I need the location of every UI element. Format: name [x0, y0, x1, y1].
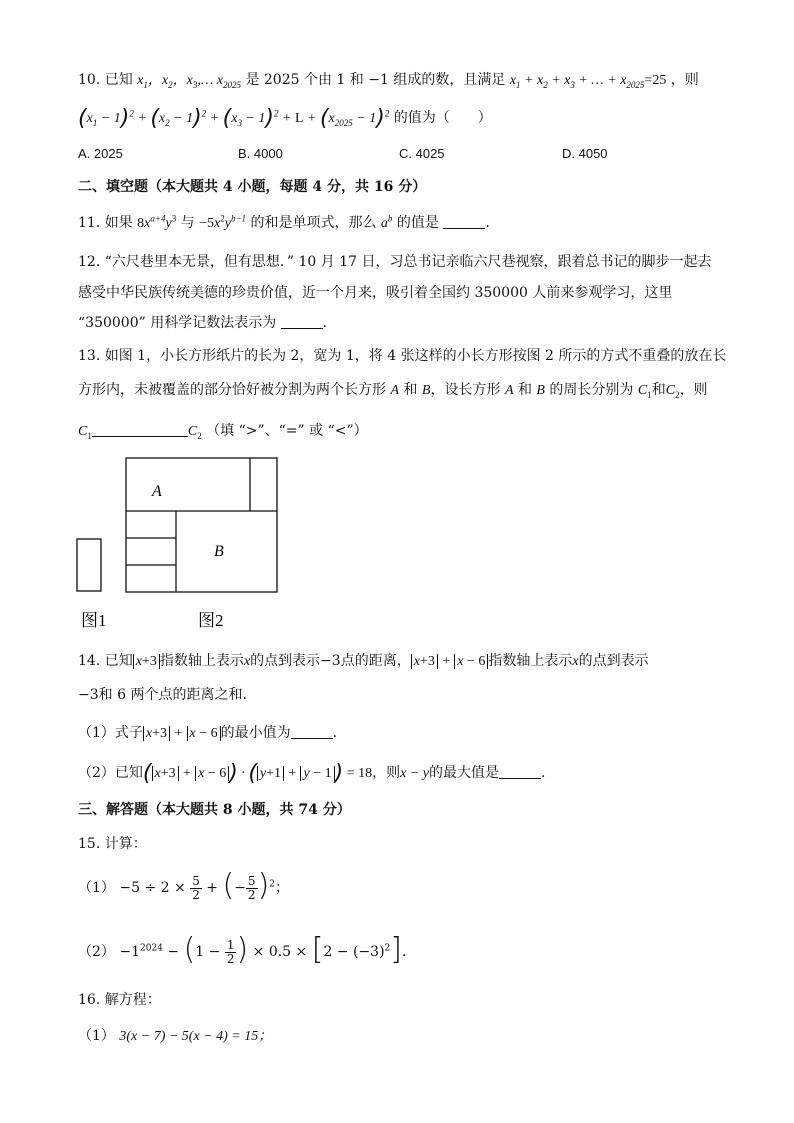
q14-part2 — [78, 763, 545, 784]
q13-math-c1: $C_1$ — [78, 424, 92, 441]
q12-line2: 感受中华民族传统美德的珍贵价值，近一个月来，吸引着全国约 350000 人前来参观学习，这里 — [78, 285, 673, 301]
q11-math-term1: $8x^{a+4}y^3$ — [137, 213, 177, 231]
q10-line1 — [78, 70, 699, 91]
q14-part1-answer-blank[interactable] — [291, 724, 333, 739]
q10-text: ，则 — [670, 72, 699, 88]
q14-text: 点的距离， — [340, 653, 411, 669]
label-b: B — [214, 543, 224, 560]
q14-part1 — [78, 723, 337, 744]
q13-answer-blank[interactable] — [92, 422, 188, 437]
q10-text: 是 2025 个由 1 和 — [245, 72, 364, 88]
q15-text: （1） — [78, 880, 115, 896]
q14-line2 — [78, 685, 256, 705]
q14-text: 指数轴上表示 — [488, 653, 573, 669]
q13-text: 的周长分别为 — [549, 382, 634, 398]
q15-part1 — [78, 868, 289, 908]
q11-line — [78, 213, 490, 234]
q10-options — [78, 146, 718, 166]
q10-option-a[interactable]: A. 2025 — [78, 146, 123, 161]
q16-title: 16. 解方程： — [78, 992, 161, 1008]
q14-text: 14. 已知 — [78, 653, 133, 669]
q11-text: 的和是单项式，那么 — [250, 215, 377, 231]
q14-text: . — [540, 765, 546, 781]
q15-part2 — [78, 932, 416, 972]
q10-option-b[interactable]: B. 4000 — [238, 146, 283, 161]
q10-math-vars: $x_1$，$x_2$，$x_3,\dots$ $x_{2025}$ — [137, 73, 241, 90]
q14-text: 的点到表示 — [250, 653, 321, 669]
q10-math-neg1: −1 — [368, 72, 389, 88]
q14-text: 的点到表示 — [578, 653, 649, 669]
q13-var-a: A — [504, 383, 514, 398]
q14-text: 的最小值为 — [220, 725, 291, 741]
q13-text: （填 “>”、“=” 或 “<”） — [206, 423, 368, 439]
q14-text: 的最大值是 — [428, 765, 499, 781]
q14-abs-sum: x+3 + x − 6 — [411, 654, 489, 669]
q11-math-term2: $-5x^2y^{b-1}$ — [199, 213, 247, 231]
q11-text: 的值是 — [396, 215, 439, 231]
q10-math-squares: $(x_1 - 1)^2 + (x_2 - 1)^2 + (x_3 - 1)^2 + L + (x_{2025} - 1)^2$ — [78, 106, 390, 131]
q10-option-d[interactable]: D. 4050 — [562, 146, 608, 161]
q16-math-eq1: 3(x − 7) − 5(x − 4) = 15； — [119, 1029, 273, 1044]
q14-line1: 14. 已知 x+3 指数轴上表示x的点到表示−3点的距离， x+3 + x − 6 指数轴上表示x的点到表示 — [78, 653, 649, 669]
q14-part2-answer-blank[interactable] — [499, 764, 541, 779]
q15-text: （2） — [78, 944, 115, 960]
q11-answer-blank[interactable] — [443, 214, 485, 229]
q13-math-c2: $C_2$ — [187, 424, 202, 441]
q14-abs-x-plus-3: x+3 — [133, 654, 160, 669]
q13-text: 和 — [517, 382, 532, 398]
figure-1-caption: 图1 — [81, 611, 107, 630]
q10-line2 — [78, 108, 492, 129]
q11-text: 与 — [180, 215, 195, 231]
q14-text: ，则 — [372, 765, 401, 781]
q10-text: 的值为（ ） — [393, 110, 492, 126]
q14-var-x: x — [572, 654, 579, 669]
q15-title: 15. 计算： — [78, 836, 147, 852]
q14-text: （2）已知 — [78, 765, 143, 781]
q12-line3 — [78, 313, 327, 333]
q12-answer-blank[interactable] — [281, 314, 323, 329]
q13-math-c1: $C_1$ — [637, 383, 652, 400]
label-a: A — [152, 483, 162, 500]
q13-line2 — [78, 380, 708, 401]
q13-figure — [70, 452, 290, 637]
q11-math-ab: $a^b$ — [380, 213, 393, 231]
q14-text: 和 6 两个点的距离之和． — [98, 687, 257, 703]
q13-math-c2: $C_2$ — [665, 383, 680, 400]
q14-text: 指数轴上表示 — [159, 653, 244, 669]
fig1-small-rectangle — [77, 539, 101, 591]
q14-text: （1）式子 — [78, 725, 143, 741]
q13-var-a: A — [390, 383, 400, 398]
section-solve-heading: 三、解答题（本大题共 8 小题，共 74 分） — [78, 802, 351, 818]
q10-text: 10. 已知 — [78, 72, 133, 88]
q14-neg3: −3 — [78, 687, 99, 703]
q13-line1: 13. 如图 1，小长方形纸片的长为 2，宽为 1，将 4 张这样的小长方形按图 2 所示的方式不重叠的放在长 — [78, 348, 727, 364]
q15-math-expr1: −5 ÷ 2 × $\frac{5}{2}$ + (− $\frac{5}{2}$ )$^2$； — [119, 868, 290, 903]
q14-math-product: ( x+3 + x − 6 ) · ( y+1 + y − 1 ) = 18 — [142, 761, 373, 786]
q12-line1: 12. “六尺巷里本无景，但有思想．” 10 月 17 日，习总书记亲临六尺巷视察，跟着总书记的脚步一起去 — [78, 254, 712, 270]
q14-text: . — [332, 725, 338, 741]
q13-var-b: B — [536, 383, 545, 398]
section-fill-in-heading: 二、填空题（本大题共 4 小题，每题 4 分，共 16 分） — [78, 179, 427, 195]
q13-text: 和 — [651, 382, 666, 398]
q13-line3 — [78, 421, 368, 442]
q14-math-x-minus-y: x − y — [400, 766, 429, 781]
q11-text: 11. 如果 — [78, 215, 133, 231]
figure-2-caption: 图2 — [198, 611, 224, 630]
q10-math-sum: $x_1 + x_2 + x_3$ + … + $x_{2025}=25$ — [509, 73, 667, 90]
q16-part1 — [78, 1026, 272, 1047]
q16-text: （1） — [78, 1028, 115, 1044]
q13-text: 方形内，未被覆盖的部分恰好被分割为两个长方形 — [78, 382, 386, 398]
q14-var-x: x — [243, 654, 251, 669]
fig2-outer-rectangle — [126, 458, 277, 592]
q12-text: . — [322, 315, 328, 331]
q10-option-c[interactable]: C. 4025 — [399, 146, 445, 161]
q13-text: 和 — [403, 382, 418, 398]
q10-text: 组成的数，且满足 — [393, 72, 506, 88]
q11-text: . — [485, 215, 490, 231]
q13-text: ，设长方形 — [430, 382, 501, 398]
q13-text: ，则 — [679, 382, 708, 398]
q15-math-expr2: $-1^{2024} - (1$ − $\frac{1}{2}$ ) × $0.5 \times [2 - (-3)^2]$． — [119, 932, 416, 967]
q13-var-b: B — [421, 383, 431, 398]
q12-text: “350000” 用科学记数法表示为 — [78, 315, 277, 331]
q14-abs-sum: x+3 + x − 6 — [143, 726, 221, 741]
